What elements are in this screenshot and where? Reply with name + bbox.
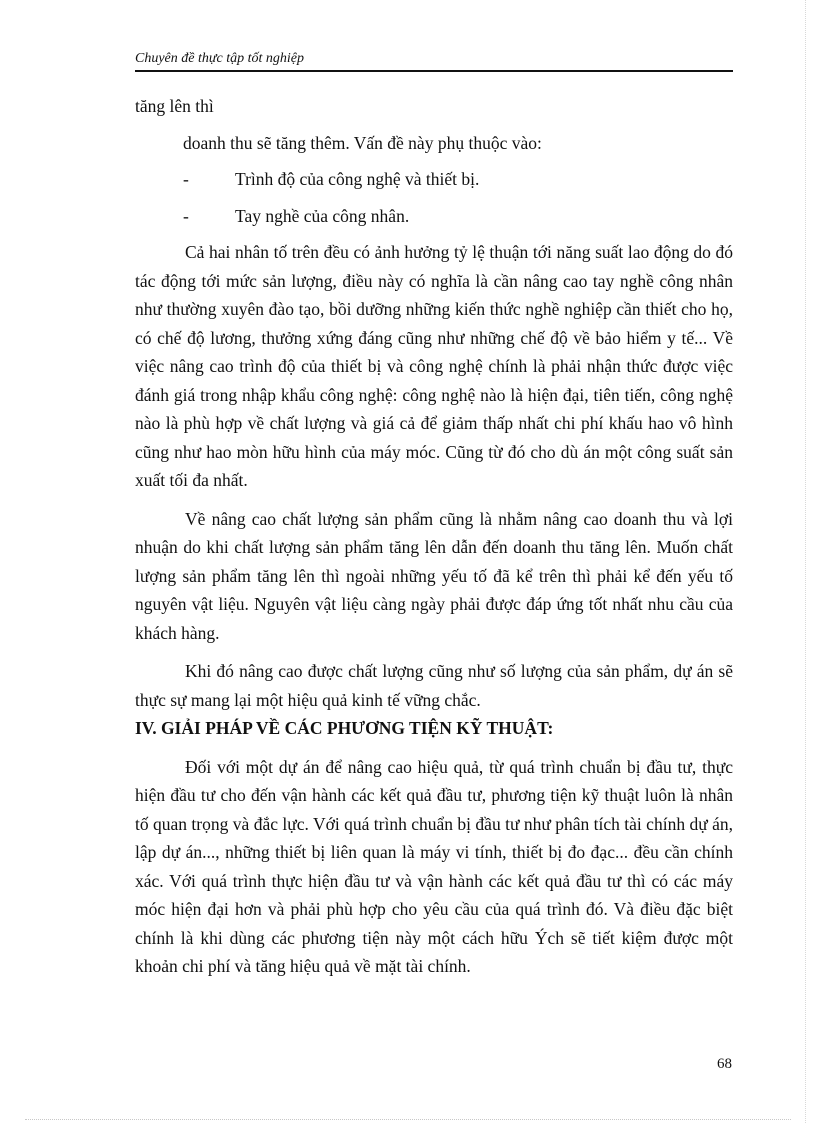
paragraph: Đối với một dự án để nâng cao hiệu quả, từ quá trình chuẩn bị đầu tư, thực hiện đầu tư cho đến vận hành các kết quả đầu tư, phương tiện kỹ thuật luôn là nhân tố quan trọng và đắc lực. Với quá trình chuẩn bị đầu tư như phân tích tài chính dự án, lập dự án..., những thiết bị liên quan là máy vi tính, thiết bị đo đạc... đều cần chính xác. Với quá trình thực hiện đầu tư và vận hành các kết quả đầu tư thì có các máy móc hiện đại hơn và phải phù hợp cho yêu cầu của quá trình đó. Và điều đặc biệt chính là khi dùng các phương tiện này một cách hữu Ých sẽ tiết kiệm được một khoản chi phí và tăng hiệu quả về mặt tài chính.: [135, 756, 733, 976]
body-line-continuation: tăng lên thì: [135, 96, 214, 116]
page-bottom-divider: [25, 1119, 791, 1120]
section-heading: IV. GIẢI PHÁP VỀ CÁC PHƯƠNG TIỆN KỸ THUẬT:: [135, 718, 554, 738]
bullet-text: Tay nghề của công nhân.: [235, 205, 410, 226]
bullet-dash: -: [183, 169, 189, 189]
page-number: 68: [717, 1056, 732, 1072]
bullet-dash: -: [183, 205, 189, 226]
paragraph: Về nâng cao chất lượng sản phẩm cũng là nhằm nâng cao doanh thu và lợi nhuận do khi chất lượng sản phẩm tăng lên dẫn đến doanh thu tăng lên. Muốn chất lượng sản phẩm tăng lên thì ngoài những yếu tố đã kể trên thì phải kể đến yếu tố nguyên vật liệu. Nguyên vật liệu càng ngày phải được đáp ứng tốt nhất nhu cầu của khách hàng.: [135, 508, 733, 643]
page-header: [135, 50, 733, 72]
body-line-intro: doanh thu sẽ tăng thêm. Vấn đề này phụ thuộc vào:: [183, 132, 542, 153]
header-title: Chuyên đề thực tập tốt nghiệp: [135, 51, 304, 66]
document-body: [135, 92, 733, 981]
paragraph: Cả hai nhân tố trên đều có ảnh hưởng tỷ lệ thuận tới năng suất lao động do đó tác động tới mức sản lượng, điều này có nghĩa là cần nâng cao tay nghề công nhân như thường xuyên đào tạo, bồi dưỡng những kiến thức nghề nghiệp cần thiết cho họ, có chế độ lương, thưởng xứng đáng cũng như những chế độ về bảo hiểm y tế... Về việc nâng cao trình độ của thiết bị và công nghệ chính là phải nhận thức được việc đánh giá trong nhập khẩu công nghệ: công nghệ nào là hiện đại, tiên tiến, công nghệ nào là phù hợp về chất lượng và giá cả để giảm thấp nhất chi phí khấu hao vô hình cũng như hao mòn hữu hình của máy móc. Cũng từ đó cho dù án một công suất sản xuất tối đa nhất.: [135, 242, 733, 490]
bullet-item: [135, 202, 733, 231]
bullet-item: [135, 165, 733, 194]
paragraph: Khi đó nâng cao được chất lượng cũng như số lượng của sản phẩm, dự án sẽ thực sự mang lại một hiệu quả kinh tế vững chắc.: [135, 661, 733, 710]
page-right-divider: [805, 0, 806, 1123]
bullet-text: Trình độ của công nghệ và thiết bị.: [235, 169, 480, 189]
